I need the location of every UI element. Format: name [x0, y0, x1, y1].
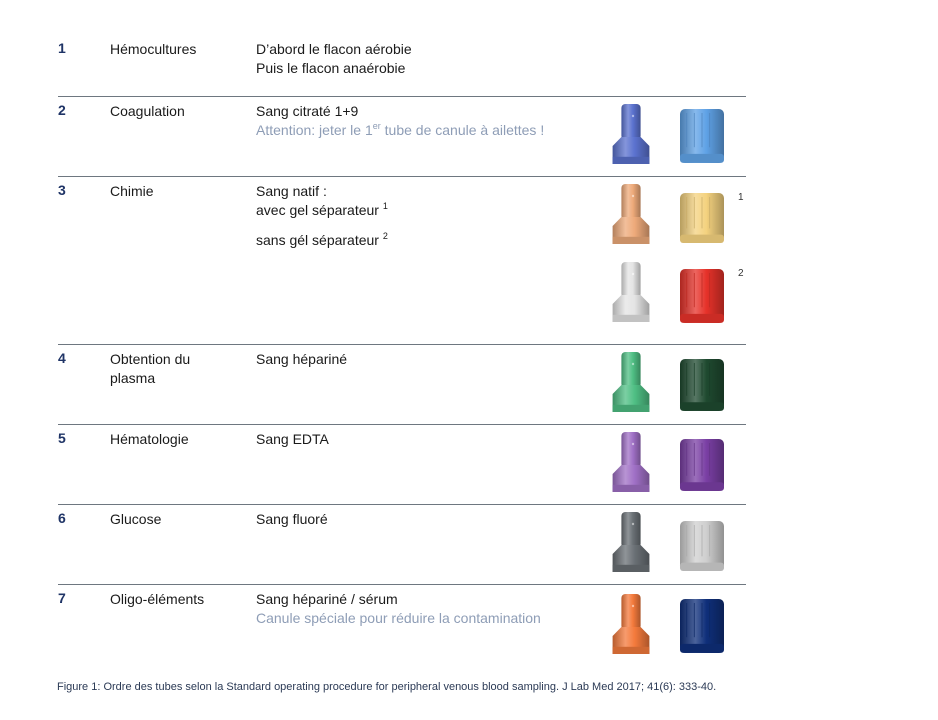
- row-description: [256, 590, 541, 628]
- row-3: [58, 182, 746, 345]
- row-number: 2: [58, 102, 66, 118]
- description-note: Canule spéciale pour réduire la contamination: [256, 610, 541, 626]
- note-text: Attention: jeter le 1: [256, 122, 373, 138]
- description-line: Sang natif :: [256, 183, 327, 199]
- row-category: Glucose: [110, 511, 162, 527]
- description-note: [256, 121, 544, 140]
- winged-tube-cap-icon: [611, 512, 651, 572]
- description-line: [256, 231, 388, 250]
- winged-tube-cap-icon: [611, 352, 651, 412]
- description-line: Sang EDTA: [256, 431, 329, 447]
- row-description: [256, 102, 544, 140]
- row-number: 6: [58, 510, 66, 526]
- screw-tube-cap-icon: [679, 108, 725, 164]
- line-text: avec gel séparateur: [256, 202, 383, 218]
- screw-tube-cap-icon: [679, 268, 725, 324]
- row-4: [58, 350, 746, 425]
- screw-tube-cap-icon: [679, 598, 725, 654]
- row-category: Oligo-éléments: [110, 591, 205, 607]
- note-superscript: er: [372, 121, 381, 131]
- row-2: [58, 102, 746, 177]
- winged-tube-cap-icon: [611, 262, 651, 322]
- row-description: [256, 510, 328, 529]
- description-line: Sang fluoré: [256, 511, 328, 527]
- description-line: Puis le flacon anaérobie: [256, 60, 406, 76]
- row-category: Obtention du plasma: [110, 351, 191, 386]
- row-1: [58, 40, 746, 97]
- row-7: [58, 590, 746, 660]
- tube-footnote-marker: 1: [738, 192, 744, 203]
- row-category: Hématologie: [110, 431, 189, 447]
- description-line: Sang citraté 1+9: [256, 103, 359, 119]
- description-line: [256, 201, 388, 220]
- description-line: Sang hépariné / sérum: [256, 591, 398, 607]
- row-5: [58, 430, 746, 505]
- screw-tube-cap-icon: [679, 192, 725, 244]
- row-number: 7: [58, 590, 66, 606]
- row-description: [256, 430, 329, 449]
- row-number: 5: [58, 430, 66, 446]
- row-description: [256, 182, 388, 250]
- screw-tube-cap-icon: [679, 358, 725, 412]
- screw-tube-cap-icon: [679, 520, 725, 572]
- winged-tube-cap-icon: [611, 104, 651, 164]
- figure-caption: Figure 1: Ordre des tubes selon la Standard operating procedure for peripheral venous blood sampling. J Lab Med 2017; 41(6): 333-40.: [57, 681, 717, 693]
- row-category: Hémocultures: [110, 41, 197, 57]
- tube-footnote-marker: 2: [738, 268, 744, 279]
- winged-tube-cap-icon: [611, 184, 651, 244]
- row-number: 3: [58, 182, 66, 198]
- winged-tube-cap-icon: [611, 432, 651, 492]
- row-category: Chimie: [110, 183, 154, 199]
- row-description: [256, 350, 347, 369]
- screw-tube-cap-icon: [679, 438, 725, 492]
- line-superscript: 2: [382, 231, 388, 241]
- row-category: Coagulation: [110, 103, 185, 119]
- row-description: [256, 40, 412, 78]
- row-number: 4: [58, 350, 66, 366]
- line-text: sans gél séparateur: [256, 232, 383, 248]
- row-6: [58, 510, 746, 585]
- row-number: 1: [58, 40, 66, 56]
- note-text: tube de canule à ailettes !: [380, 122, 545, 138]
- winged-tube-cap-icon: [611, 594, 651, 654]
- line-superscript: 1: [382, 201, 388, 211]
- description-line: Sang hépariné: [256, 351, 348, 367]
- description-line: D’abord le flacon aérobie: [256, 41, 412, 57]
